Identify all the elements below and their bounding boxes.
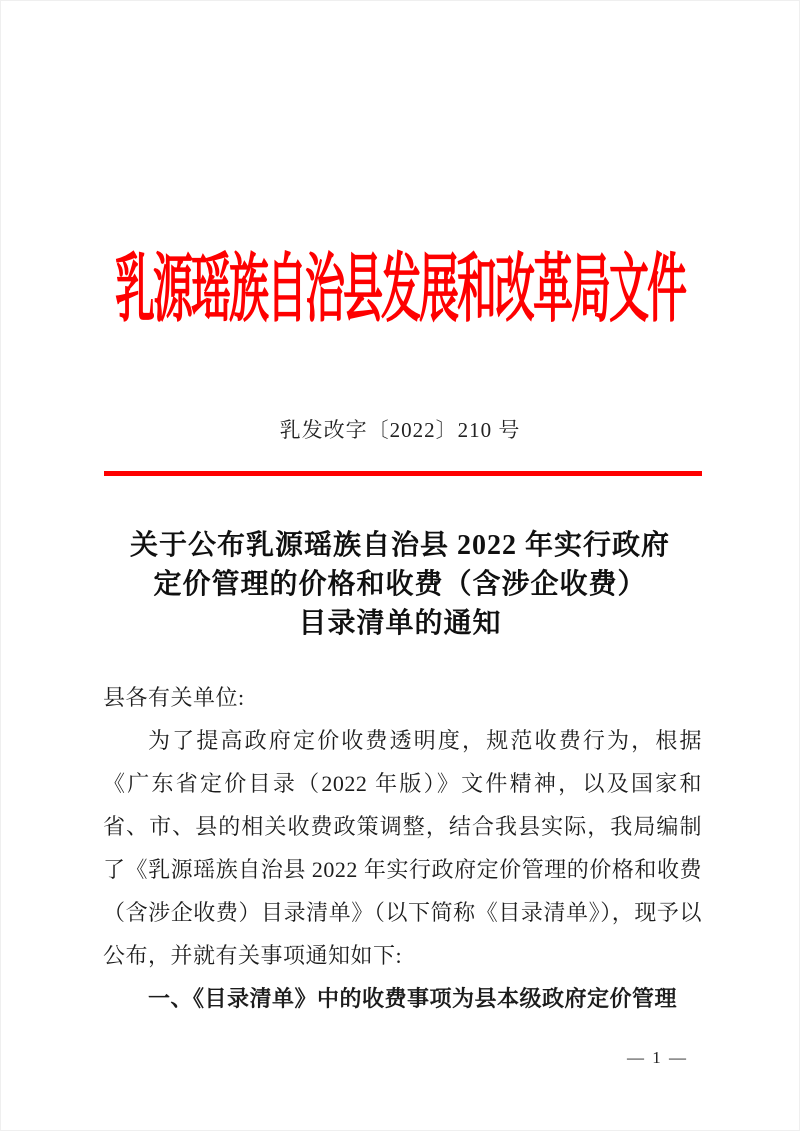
document-title-line-2: 定价管理的价格和收费（含涉企收费） — [153, 569, 647, 600]
salutation-line: 县各有关单位: — [103, 685, 245, 710]
document-title-line-1: 关于公布乳源瑶族自治县 2022 年实行政府 — [129, 530, 670, 561]
document-title-line-3: 目录清单的通知 — [298, 608, 502, 639]
document-reference-number: 乳发改字〔2022〕210 号 — [279, 418, 521, 442]
red-divider-line — [104, 471, 702, 476]
page-number: — 1 — — [627, 1048, 688, 1067]
document-title — [0, 526, 800, 643]
document-body — [103, 676, 702, 1020]
body-paragraph-item-one: 一、《目录清单》中的收费事项为县本级政府定价管理 — [148, 986, 678, 1011]
agency-letterhead-banner: 乳源瑶族自治县发展和改革局文件 — [115, 246, 685, 332]
body-paragraph-intro: 为了提高政府定价收费透明度，规范收费行为，根据《广东省定价目录（2022 年版）》文件精神，以及国家和省、市、县的相关收费政策调整，结合我县实际，我局编制了《乳源瑶族自治县 2022 年实行政府定价管理的价格和收费（含涉企收费）目录清单》（以下简称《目录清单》），现予以公布，并就有关事项通知如下: — [103, 728, 702, 968]
